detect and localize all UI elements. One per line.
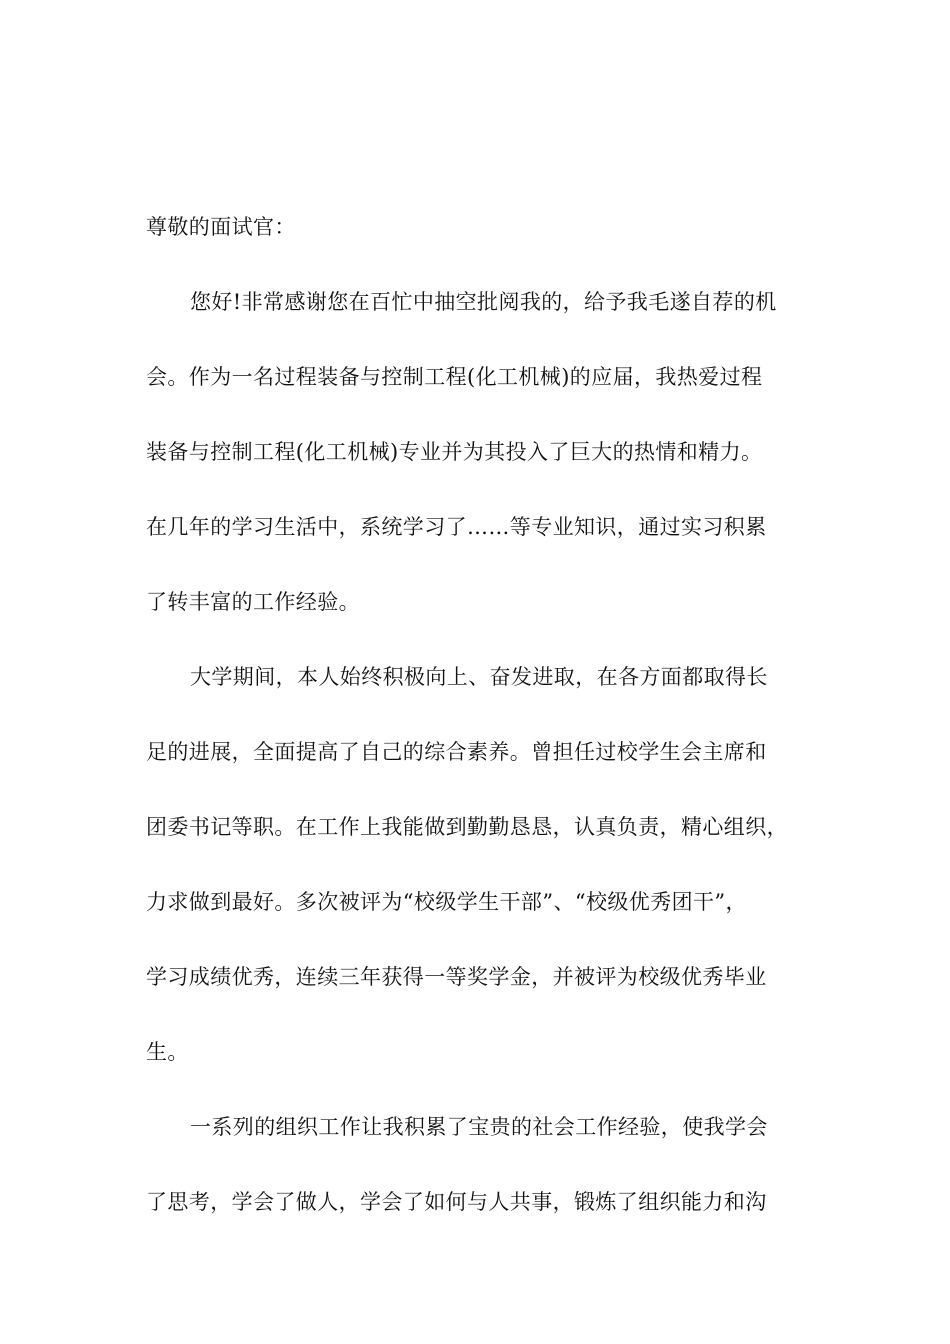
paragraph-2-line-6: 生。 [146, 1040, 189, 1064]
paragraph-1-line-5: 了转丰富的工作经验。 [146, 590, 360, 614]
paragraph-1-line-4: 在几年的学习生活中，系统学习了……等专业知识，通过实习积累 [146, 515, 767, 539]
paragraph-1-line-2: 会。作为一名过程装备与控制工程(化工机械)的应届，我热爱过程 [146, 365, 763, 389]
paragraph-2-line-1: 大学期间，本人始终积极向上、奋发进取，在各方面都取得长 [190, 665, 768, 689]
paragraph-2-line-3: 团委书记等职。在工作上我能做到勤勤恳恳，认真负责，精心组织， [146, 815, 788, 839]
paragraph-3-line-2: 了思考，学会了做人，学会了如何与人共事，锻炼了组织能力和沟 [146, 1190, 767, 1214]
paragraph-2-line-5: 学习成绩优秀，连续三年获得一等奖学金，并被评为校级优秀毕业 [146, 965, 767, 989]
paragraph-2-line-4: 力求做到最好。多次被评为“校级学生干部”、“校级优秀团干”， [146, 890, 747, 914]
paragraph-3-line-1: 一系列的组织工作让我积累了宝贵的社会工作经验，使我学会 [190, 1115, 768, 1139]
paragraph-1-line-1: 您好!非常感谢您在百忙中抽空批阅我的，给予我毛遂自荐的机 [190, 290, 777, 314]
salutation: 尊敬的面试官： [146, 215, 296, 239]
paragraph-2-line-2: 足的进展，全面提高了自己的综合素养。曾担任过校学生会主席和 [146, 740, 767, 764]
paragraph-1-line-3: 装备与控制工程(化工机械)专业并为其投入了巨大的热情和精力。 [146, 440, 763, 464]
